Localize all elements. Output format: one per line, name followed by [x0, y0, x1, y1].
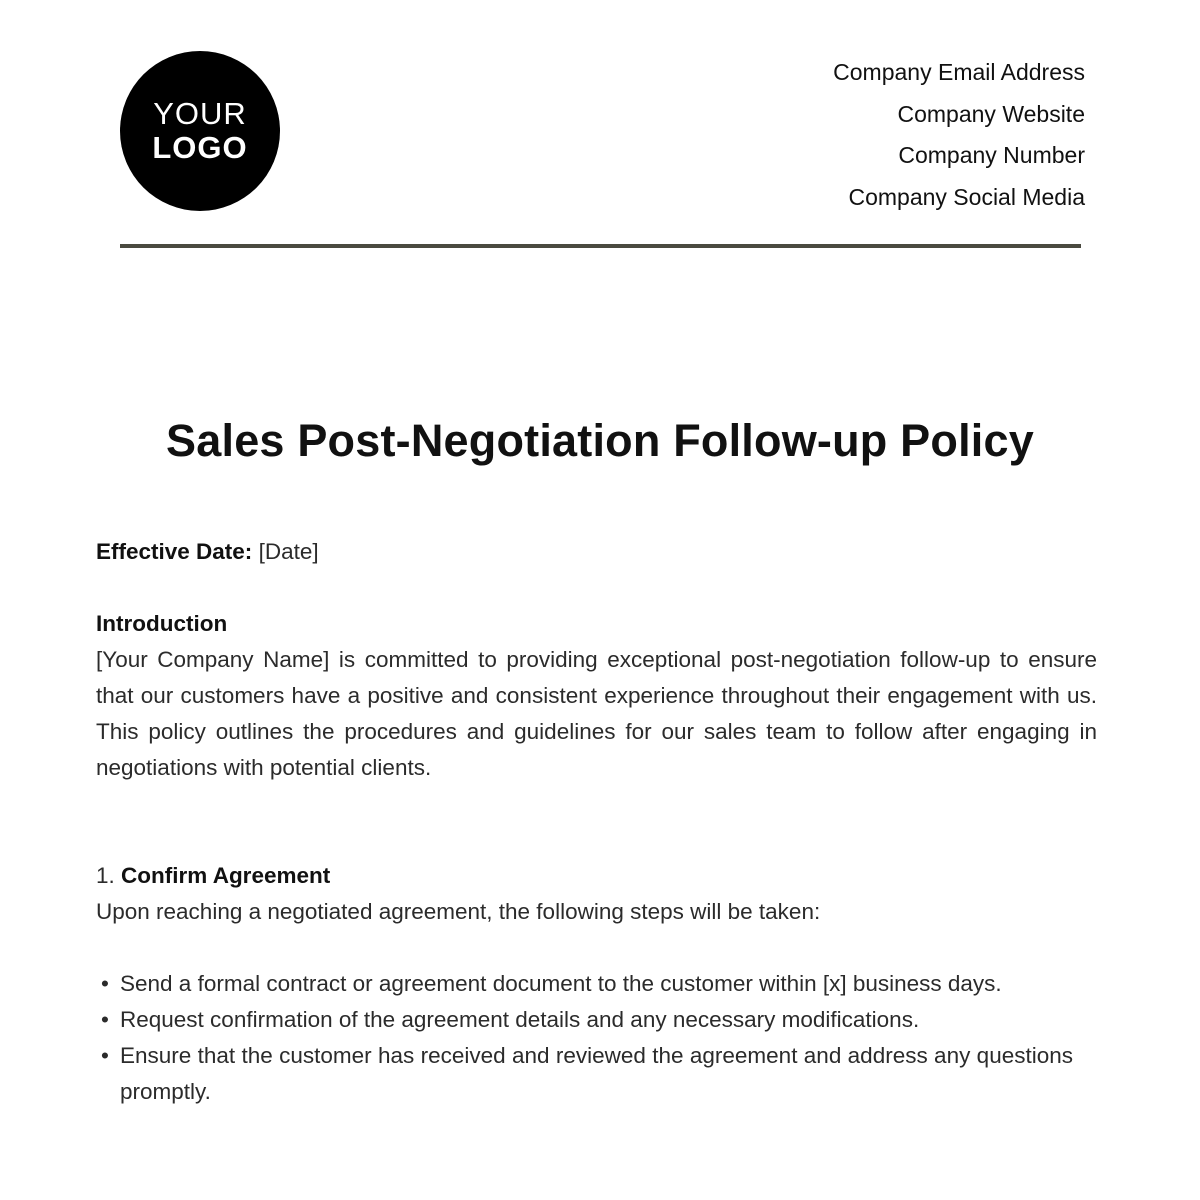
bullet-icon: • [101, 971, 109, 996]
company-website: Company Website [897, 100, 1085, 127]
effective-date-label: Effective Date: [96, 539, 253, 564]
section-heading [96, 858, 1097, 894]
company-email: Company Email Address [833, 59, 1085, 85]
bullet-icon: • [101, 1043, 109, 1068]
company-contact-block [833, 52, 1085, 218]
company-number: Company Number [898, 142, 1085, 168]
introduction-heading: Introduction [96, 611, 228, 636]
header-divider [120, 244, 1081, 248]
introduction-body: [Your Company Name] is committed to providing exceptional post-negotiation follow-up to ensure that our customers have a positive and consistent experience throughout their engagement with us. This policy outlines the procedures and guidelines for our sales team to follow after engaging in negotiations with potential clients. [96, 647, 1097, 780]
effective-date-line [96, 534, 1097, 570]
bullet-icon: • [101, 1007, 109, 1032]
section-title: Confirm Agreement [121, 863, 331, 888]
list-item-text: Send a formal contract or agreement document to the customer within [x] business days. [120, 971, 1002, 996]
list-item-text: Ensure that the customer has received and reviewed the agreement and address any questions promptly. [120, 1043, 1073, 1104]
list-item [96, 966, 1073, 1002]
list-item [96, 1002, 1073, 1038]
company-logo [120, 51, 280, 211]
section-bullet-list [96, 966, 1073, 1110]
company-social-media: Company Social Media [848, 183, 1085, 210]
effective-date-value: [Date] [258, 539, 319, 564]
list-item [96, 1038, 1073, 1110]
document-body [96, 534, 1097, 1110]
logo-line-2: LOGO [152, 130, 248, 165]
logo-line-1: YOUR [153, 96, 247, 131]
document-title: Sales Post-Negotiation Follow-up Policy [166, 415, 1034, 466]
list-item-text: Request confirmation of the agreement details and any necessary modifications. [120, 1007, 920, 1032]
section-number: 1. [96, 863, 115, 888]
section-intro: Upon reaching a negotiated agreement, the following steps will be taken: [96, 899, 821, 924]
